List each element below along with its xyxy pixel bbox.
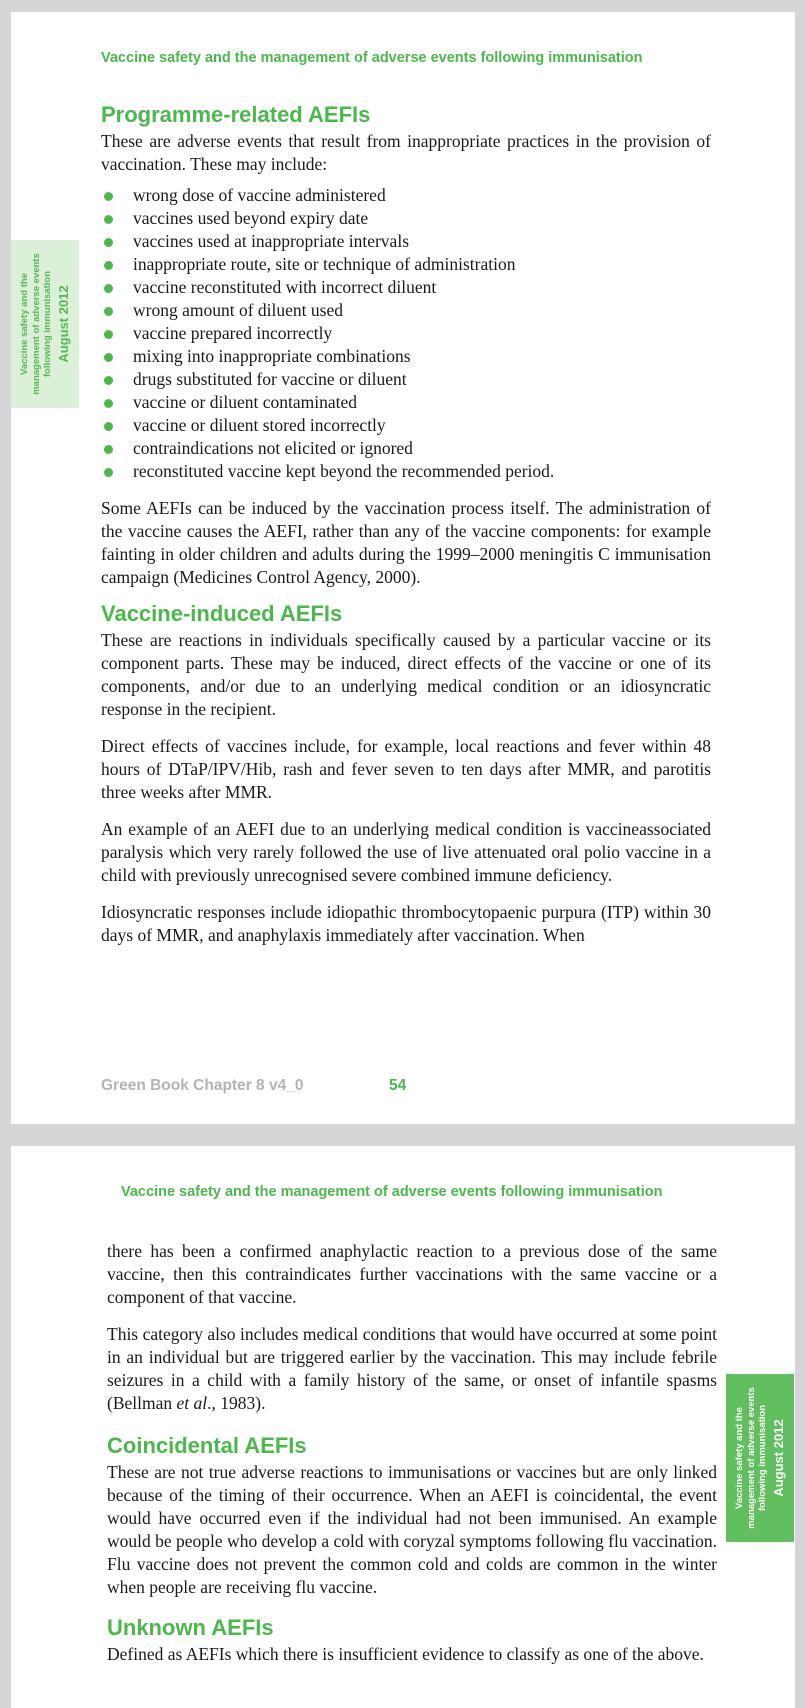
category-text-end: ., 1983).	[207, 1393, 266, 1413]
process-paragraph: Some AEFIs can be induced by the vaccination process itself. The administration of the vaccine causes the AEFI, rather than any of the vaccine components: for example fainting in older children and adults during the 1999–2000 meningitis C immunisation campaign (Medicines Control Agency, 2000).	[101, 498, 711, 587]
document-page-2	[11, 1146, 795, 1708]
running-head: Vaccine safety and the management of adverse events following immunisation	[121, 1184, 663, 1200]
side-tab-date: August 2012	[770, 1419, 786, 1497]
bullet-item	[101, 391, 711, 414]
bullet-text: vaccines used at inappropriate intervals	[133, 231, 410, 251]
side-tab	[11, 240, 79, 408]
side-tab-text	[19, 244, 72, 404]
bullet-item	[101, 345, 711, 368]
bullet-dot-icon	[104, 330, 113, 339]
bullet-item	[101, 368, 711, 391]
bullet-dot-icon	[104, 353, 113, 362]
page-2-content	[107, 1240, 717, 1666]
bullet-text: vaccine reconstituted with incorrect diluent	[133, 277, 437, 297]
unknown-paragraph: Defined as AEFIs which there is insufficient evidence to classify as one of the above.	[107, 1644, 704, 1664]
bullet-text: vaccine or diluent contaminated	[133, 392, 358, 412]
category-paragraph	[107, 1323, 717, 1415]
bullet-item	[101, 230, 711, 253]
side-tab	[726, 1374, 794, 1542]
section-heading-coincidental: Coincidental AEFIs	[107, 1433, 307, 1458]
bullet-text: vaccine or diluent stored incorrectly	[133, 415, 386, 435]
bullet-text: wrong dose of vaccine administered	[133, 185, 386, 205]
bullet-text: mixing into inappropriate combinations	[133, 346, 411, 366]
bullet-dot-icon	[104, 215, 113, 224]
footer-label: Green Book Chapter 8 v4_0	[101, 1077, 304, 1094]
page-1-content	[101, 102, 711, 947]
bullet-dot-icon	[104, 238, 113, 247]
continued-paragraph: there has been a confirmed anaphylactic reaction to a previous dose of the same vaccine, then this contraindicates further vaccinations with the same vaccine or a component of that vaccine.	[107, 1241, 717, 1307]
bullet-item	[101, 207, 711, 230]
bullet-dot-icon	[104, 468, 113, 477]
coincidental-paragraph: These are not true adverse reactions to immunisations or vaccines but are only linked because of the timing of their occurrence. When an AEFI is coincidental, the event would have occurred even if the individual had not been immunised. An example would be people who develop a cold with coryzal symptoms following flu vaccination. Flu vaccine does not prevent the common cold and colds are common in the winter when people are receiving flu vaccine.	[107, 1462, 717, 1597]
citation-italic: et al	[176, 1393, 208, 1413]
section-heading-programme-related: Programme-related AEFIs	[101, 102, 371, 127]
bullet-item	[101, 322, 711, 345]
bullet-dot-icon	[104, 376, 113, 385]
category-text: This category also includes medical conditions that would have occurred at some point in an individual but are triggered earlier by the vaccination. This may include febrile seizures in a child with a family history of the same, or onset of infantile spasms (Bellman	[107, 1324, 717, 1413]
bullet-text: vaccines used beyond expiry date	[133, 208, 369, 228]
bullet-list	[101, 184, 711, 483]
bullet-dot-icon	[104, 307, 113, 316]
side-tab-line: Vaccine safety and the	[733, 1407, 745, 1509]
side-tab-line: following immunisation	[41, 270, 53, 378]
bullet-item	[101, 437, 711, 460]
bullet-dot-icon	[104, 445, 113, 454]
induced-paragraph: These are reactions in individuals specifically caused by a particular vaccine or its component parts. These may be induced, direct effects of the vaccine or one of its components, and/or due to an underlying medical condition or an idiosyncratic response in the recipient.	[101, 630, 711, 719]
bullet-text: contraindications not elicited or ignored	[133, 438, 413, 458]
running-head: Vaccine safety and the management of adverse events following immunisation	[101, 50, 643, 66]
document-page-1	[11, 12, 795, 1124]
bullet-dot-icon	[104, 192, 113, 201]
direct-effects-paragraph: Direct effects of vaccines include, for example, local reactions and fever within 48 hours of DTaP/IPV/Hib, rash and fever seven to ten days after MMR, and parotitis three weeks after MMR.	[101, 736, 711, 802]
bullet-item	[101, 253, 711, 276]
bullet-text: wrong amount of diluent used	[133, 300, 343, 320]
bullet-item	[101, 276, 711, 299]
bullet-text: reconstituted vaccine kept beyond the recommended period.	[133, 461, 555, 481]
side-tab-line: following immunisation	[756, 1404, 768, 1512]
section-heading-unknown: Unknown AEFIs	[107, 1615, 274, 1640]
bullet-text: drugs substituted for vaccine or diluent	[133, 369, 407, 389]
idiosyncratic-paragraph: Idiosyncratic responses include idiopathic thrombocytopaenic purpura (ITP) within 30 days of MMR, and anaphylaxis immediately after vaccination. When	[101, 902, 711, 945]
bullet-text: inappropriate route, site or technique of administration	[133, 254, 516, 274]
bullet-dot-icon	[104, 399, 113, 408]
side-tab-text	[734, 1378, 787, 1538]
bullet-item	[101, 414, 711, 437]
bullet-item	[101, 184, 711, 207]
intro-paragraph: These are adverse events that result from inappropriate practices in the provision of vaccination. These may include:	[101, 131, 711, 174]
side-tab-line: Vaccine safety and the	[18, 273, 30, 375]
bullet-item	[101, 460, 711, 483]
section-heading-vaccine-induced: Vaccine-induced AEFIs	[101, 601, 343, 626]
bullet-item	[101, 299, 711, 322]
bullet-text: vaccine prepared incorrectly	[133, 323, 333, 343]
underlying-condition-paragraph: An example of an AEFI due to an underlying medical condition is vaccineassociated paralysis which very rarely followed the use of live attenuated oral polio vaccine in a child with previously unrecognised severe combined immune deficiency.	[101, 819, 711, 885]
bullet-dot-icon	[104, 284, 113, 293]
bullet-dot-icon	[104, 422, 113, 431]
side-tab-date: August 2012	[55, 285, 71, 363]
page-number: 54	[389, 1077, 407, 1094]
side-tab-line: management of adverse events	[30, 253, 42, 395]
bullet-dot-icon	[104, 261, 113, 270]
side-tab-line: management of adverse events	[745, 1387, 757, 1529]
